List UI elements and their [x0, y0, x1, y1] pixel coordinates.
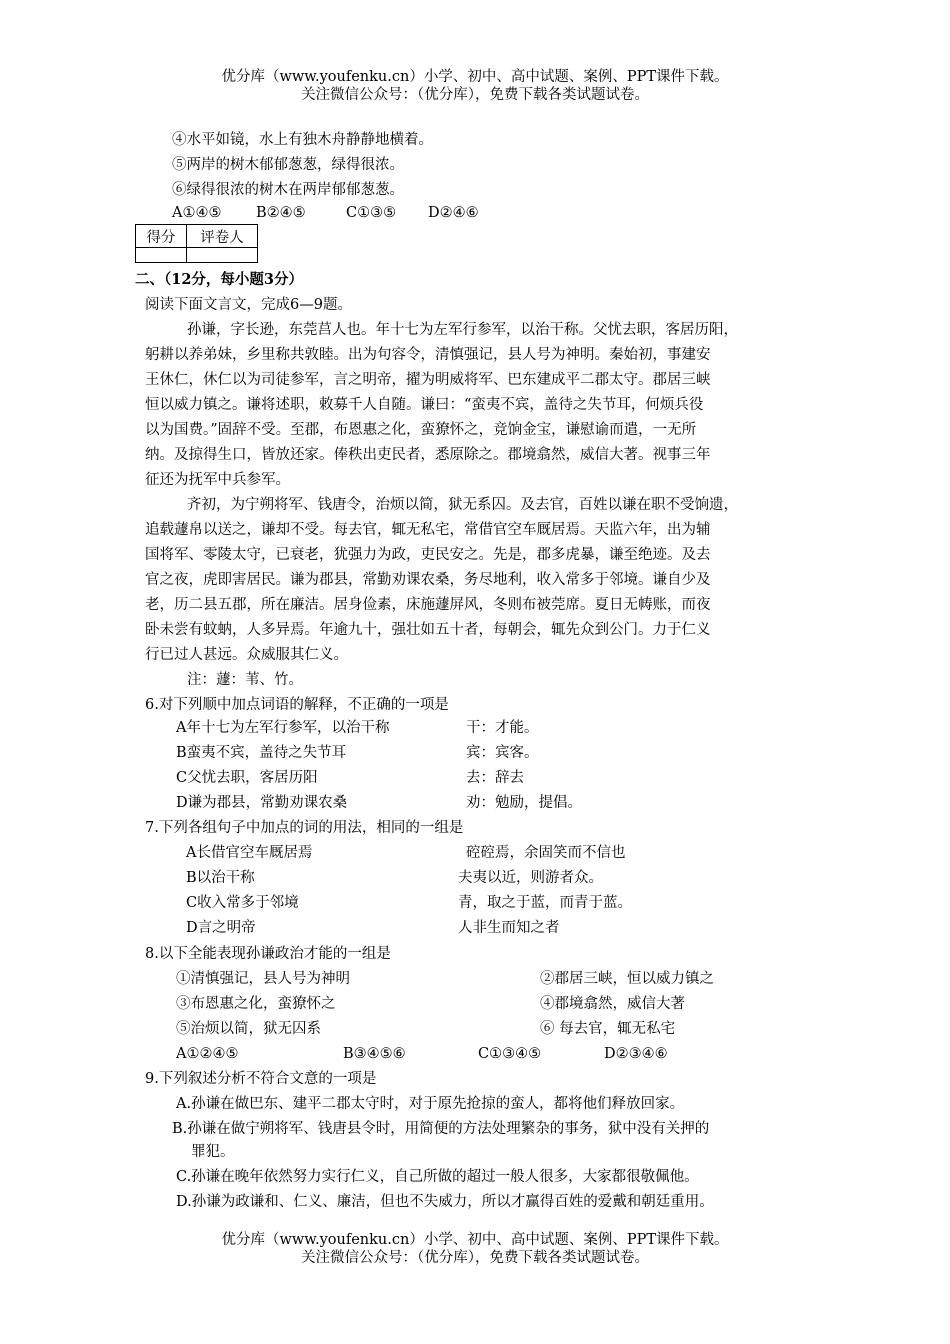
- section-title: 二、（12分，每小题3分）: [135, 271, 304, 288]
- q7-option-a: A长借官空车厩居焉: [186, 845, 313, 861]
- q9-stem: 9.下列叙述分析不符合文意的一项是: [145, 1071, 377, 1087]
- passage-p2-line-5: 老，历二县五郡，所在廉洁。居身俭素，床施蘧屏风，冬则布被莞席。夏日无帱账，而夜: [145, 597, 711, 613]
- prev-choice-d: D②④⑥: [428, 205, 479, 221]
- q9-option-b: B.孙谦在做宁朔将军、钱唐县令时，用简便的方法处理繁杂的事务，狱中没有关押的: [172, 1121, 710, 1137]
- q8-item-6: ⑥ 每去官，辄无私宅: [540, 1021, 676, 1037]
- q8-item-1: ①清慎强记，县人号为神明: [176, 971, 350, 987]
- score-label: 得分: [136, 225, 187, 248]
- q9-option-d: D.孙谦为政谦和、仁义、廉洁，但也不失威力，所以才赢得百姓的爱戴和朝廷重用。: [176, 1194, 714, 1210]
- passage-p1-line-2: 躬耕以养弟妹，乡里称共敦睦。出为句容令，清慎强记，县人号为神明。秦始初，事建安: [145, 347, 711, 363]
- q6-option-a: A年十七为左军行参军，以治干称: [176, 720, 390, 736]
- q6-option-b-gloss: 宾：宾客。: [466, 745, 539, 761]
- q9-option-a: A.孙谦在做巴东、建平二郡太守时，对于原先抢掠的蛮人，都将他们释放回家。: [176, 1096, 685, 1112]
- passage-p1-line-6: 纳。及掠得生口，皆放还家。俸秩出吏民者，悉原除之。郡境翕然，威信大著。视事三年: [145, 447, 711, 463]
- passage-p1-line-4: 恒以威力镇之。谦将述职，敕募千人自随。谦曰：“蛮夷不宾，盖待之失节耳，何烦兵役: [145, 397, 704, 413]
- score-cell: [136, 248, 187, 263]
- passage-p2-line-2: 追载蘧帛以送之，谦却不受。每去官，辄无私宅，常借官空车厩居焉。天监六年，出为辅: [145, 522, 711, 538]
- header-line-2: 关注微信公众号：（优分库），免费下载各类试题试卷。: [301, 87, 649, 103]
- q7-option-a-compare: 硿硿焉，余固笑而不信也: [466, 845, 626, 861]
- passage-p2-line-4: 官之夜，虎即害居民。谦为郡县，常勤劝课农桑，务尽地利，收入常多于邻境。谦自少及: [145, 572, 711, 588]
- grader-label: 评卷人: [187, 225, 258, 248]
- q8-item-3: ③布恩惠之化，蛮獠怀之: [176, 996, 336, 1012]
- q7-option-d-compare: 人非生而知之者: [458, 920, 560, 936]
- grader-cell: [187, 248, 258, 263]
- section-instruction: 阅读下面文言文，完成6—9题。: [145, 297, 352, 313]
- passage-p2-line-6: 卧未尝有蚊蚋，人多异焉。年逾九十，强壮如五十者，每朝会，辄先众到公门。力于仁义: [145, 622, 711, 638]
- q9-option-b-cont: 罪犯。: [191, 1144, 235, 1160]
- q6-option-d: D谦为郡县，常勤劝课农桑: [176, 795, 348, 811]
- q8-choice-a: A①②④⑤: [176, 1046, 239, 1062]
- q7-stem: 7.下列各组句子中加点的词的用法，相同的一组是: [145, 820, 464, 836]
- q8-choice-d: D②③④⑥: [604, 1046, 668, 1062]
- prev-item-6: ⑥绿得很浓的树木在两岸郁郁葱葱。: [172, 182, 404, 198]
- q6-option-d-gloss: 劝：勉励，提倡。: [466, 795, 582, 811]
- q7-option-d: D言之明帝: [186, 920, 256, 936]
- q8-item-2: ②郡居三峡，恒以威力镇之: [540, 971, 714, 987]
- passage-p1-line-3: 王休仁，休仁以为司徒参军，言之明帝，擢为明威将军、巴东建成平二郡太守。郡居三峡: [145, 372, 711, 388]
- q9-option-c: C.孙谦在晚年依然努力实行仁义，自己所做的超过一般人很多，大家都很敬佩他。: [176, 1169, 699, 1185]
- q7-option-c-compare: 青，取之于蓝，而青于蓝。: [458, 895, 632, 911]
- passage-p2-line-3: 国将军、零陵太守，已衰老，犹强力为政，吏民安之。先是，郡多虎暴，谦至绝迹。及去: [145, 547, 711, 563]
- q8-choice-b: B③④⑤⑥: [343, 1046, 406, 1062]
- q6-option-c: C父忧去职，客居历阳: [176, 770, 318, 786]
- prev-choice-b: B②④⑤: [256, 205, 306, 221]
- passage-p2-line-1: 齐初，为宁朔将军、钱唐令，治烦以简，狱无系囚。及去官，百姓以谦在职不受饷遗，: [187, 497, 738, 513]
- q6-option-c-gloss: 去：辞去: [466, 770, 524, 786]
- q7-option-c: C收入常多于邻境: [186, 895, 299, 911]
- q6-option-b: B蛮夷不宾，盖待之失节耳: [176, 745, 347, 761]
- passage-p1-line-1: 孙谦，字长逊，东莞莒人也。年十七为左军行参军，以治干称。父忧去职，客居历阳，: [187, 322, 738, 338]
- header-line-1: 优分库（www.youfenku.cn）小学、初中、高中试题、案例、PPT课件下载。: [221, 69, 729, 85]
- passage-p2-line-7: 行已过人甚远。众威服其仁义。: [145, 647, 348, 663]
- footer-line-2: 关注微信公众号：（优分库），免费下载各类试题试卷。: [301, 1250, 649, 1266]
- q7-option-b-compare: 夫夷以近，则游者众。: [458, 870, 603, 886]
- q8-choice-c: C①③④⑤: [478, 1046, 542, 1062]
- passage-note: 注：蘧：苇、竹。: [187, 672, 303, 688]
- q8-stem: 8.以下全能表现孙谦政治才能的一组是: [145, 946, 391, 962]
- q7-option-b: B以治干称: [186, 870, 255, 886]
- footer-line-1: 优分库（www.youfenku.cn）小学、初中、高中试题、案例、PPT课件下载。: [221, 1232, 729, 1248]
- score-table: [135, 224, 258, 263]
- prev-choice-a: A①④⑤: [172, 205, 222, 221]
- passage-p1-line-5: 以为国费。”固辞不受。至郡，布恩惠之化，蛮獠怀之，竞饷金宝，谦慰谕而遣，一无所: [145, 422, 697, 438]
- q8-item-4: ④郡境翕然，威信大著: [540, 996, 685, 1012]
- q6-option-a-gloss: 干：才能。: [466, 720, 539, 736]
- prev-item-5: ⑤两岸的树木郁郁葱葱，绿得很浓。: [172, 157, 404, 173]
- prev-choice-c: C①③⑤: [346, 205, 397, 221]
- q6-stem: 6.对下列顺中加点词语的解释，不正确的一项是: [145, 697, 449, 713]
- passage-p1-line-7: 征还为抚军中兵参军。: [145, 472, 290, 488]
- q8-item-5: ⑤治烦以简，狱无囚系: [176, 1021, 321, 1037]
- prev-item-4: ④水平如镜，水上有独木舟静静地横着。: [172, 132, 433, 148]
